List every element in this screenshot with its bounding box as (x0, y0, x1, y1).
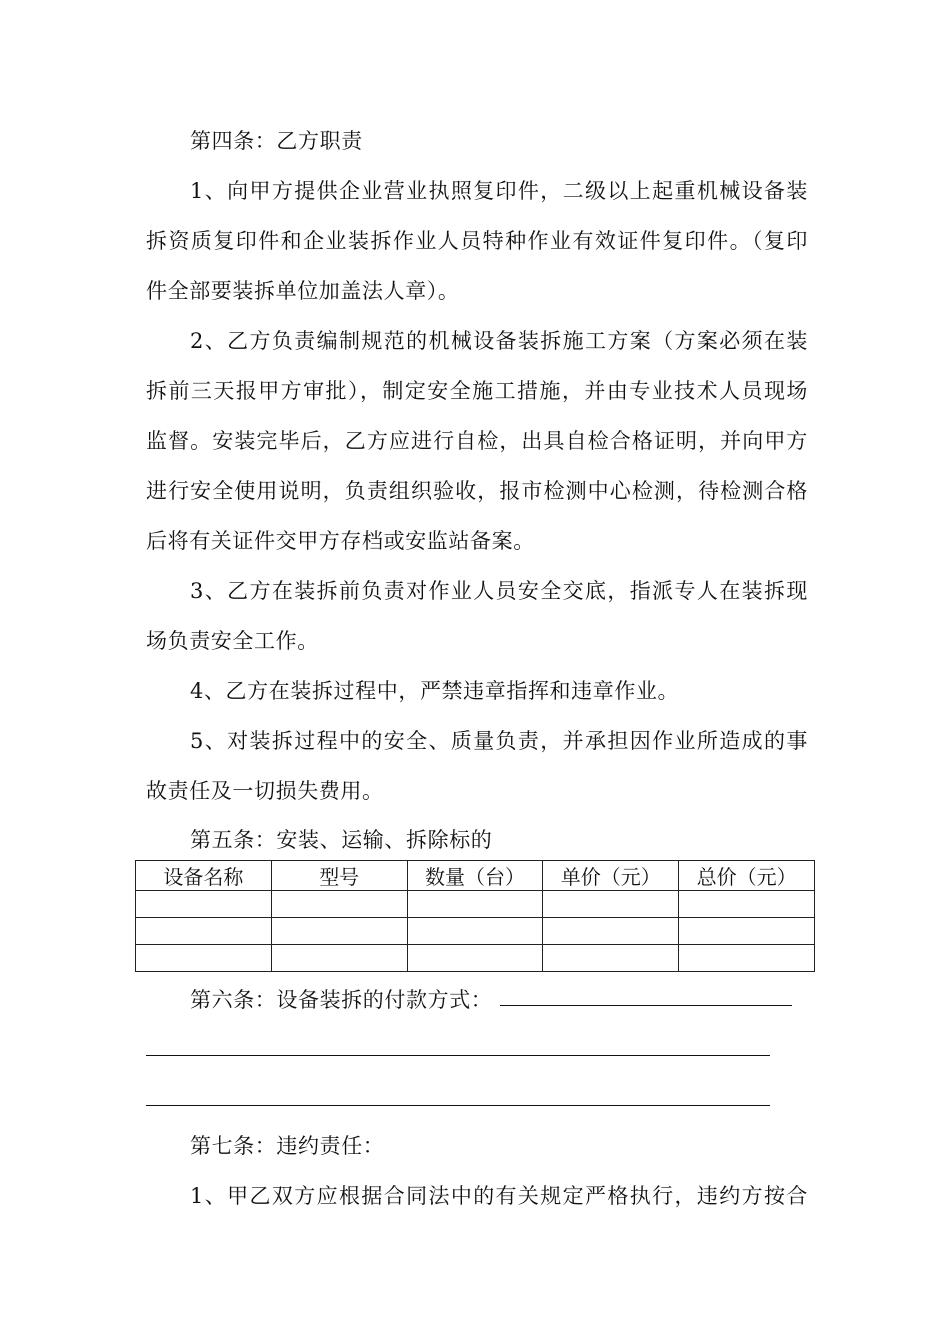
article4-item2-line4: 进行安全使用说明，负责组织验收，报市检测中心检测，待检测合格 (146, 479, 808, 503)
column-header-unit-price: 单价（元） (543, 861, 679, 891)
payment-method-blank-line (146, 1055, 770, 1056)
table-cell (271, 918, 407, 945)
equipment-table-header-row (136, 861, 815, 891)
article4-item2-line3: 监督。安装完毕后，乙方应进行自检，出具自检合格证明，并向甲方 (146, 429, 808, 453)
article4-item2-line2: 拆前三天报甲方审批），制定安全施工措施，并由专业技术人员现场 (146, 379, 808, 403)
equipment-table (135, 860, 815, 972)
table-cell (407, 918, 543, 945)
table-cell (679, 918, 815, 945)
column-header-quantity: 数量（台） (407, 861, 543, 891)
article4-item1-line3: 件全部要装拆单位加盖法人章）。 (146, 279, 460, 303)
article4-heading: 第四条：乙方职责 (190, 129, 363, 153)
table-cell (136, 945, 272, 972)
article4-item3-line2: 场负责安全工作。 (146, 629, 319, 653)
table-cell (679, 891, 815, 918)
column-header-total-price: 总价（元） (679, 861, 815, 891)
article6-heading: 第六条：设备装拆的付款方式： (190, 988, 493, 1012)
column-header-model: 型号 (271, 861, 407, 891)
payment-method-blank-line (500, 1005, 792, 1006)
article4-item2-line5: 后将有关证件交甲方存档或安监站备案。 (146, 529, 535, 553)
article4-item1-line1: 1、向甲方提供企业营业执照复印件，二级以上起重机械设备装 (190, 179, 808, 203)
payment-method-blank-line (146, 1105, 770, 1106)
column-header-equipment-name: 设备名称 (136, 861, 272, 891)
table-cell (543, 891, 679, 918)
table-row (136, 918, 815, 945)
article4-item2-line1: 2、乙方负责编制规范的机械设备装拆施工方案（方案必须在装 (190, 329, 808, 353)
table-cell (136, 891, 272, 918)
table-cell (543, 945, 679, 972)
article4-item5-line1: 5、对装拆过程中的安全、质量负责，并承担因作业所造成的事 (190, 729, 808, 753)
table-cell (407, 945, 543, 972)
article7-heading: 第七条：违约责任： (190, 1134, 385, 1158)
table-cell (543, 918, 679, 945)
table-cell (271, 891, 407, 918)
article4-item4-line1: 4、乙方在装拆过程中，严禁违章指挥和违章作业。 (190, 679, 680, 703)
table-cell (136, 918, 272, 945)
article4-item1-line2: 拆资质复印件和企业装拆作业人员特种作业有效证件复印件。（复印 (146, 229, 808, 253)
article4-item5-line2: 故责任及一切损失费用。 (146, 779, 384, 803)
article4-item3-line1: 3、乙方在装拆前负责对作业人员安全交底，指派专人在装拆现 (190, 579, 808, 603)
article5-heading: 第五条：安装、运输、拆除标的 (190, 828, 493, 852)
article7-item1-line1: 1、甲乙双方应根据合同法中的有关规定严格执行，违约方按合 (190, 1184, 808, 1208)
table-row (136, 891, 815, 918)
table-cell (407, 891, 543, 918)
table-row (136, 945, 815, 972)
table-cell (271, 945, 407, 972)
table-cell (679, 945, 815, 972)
